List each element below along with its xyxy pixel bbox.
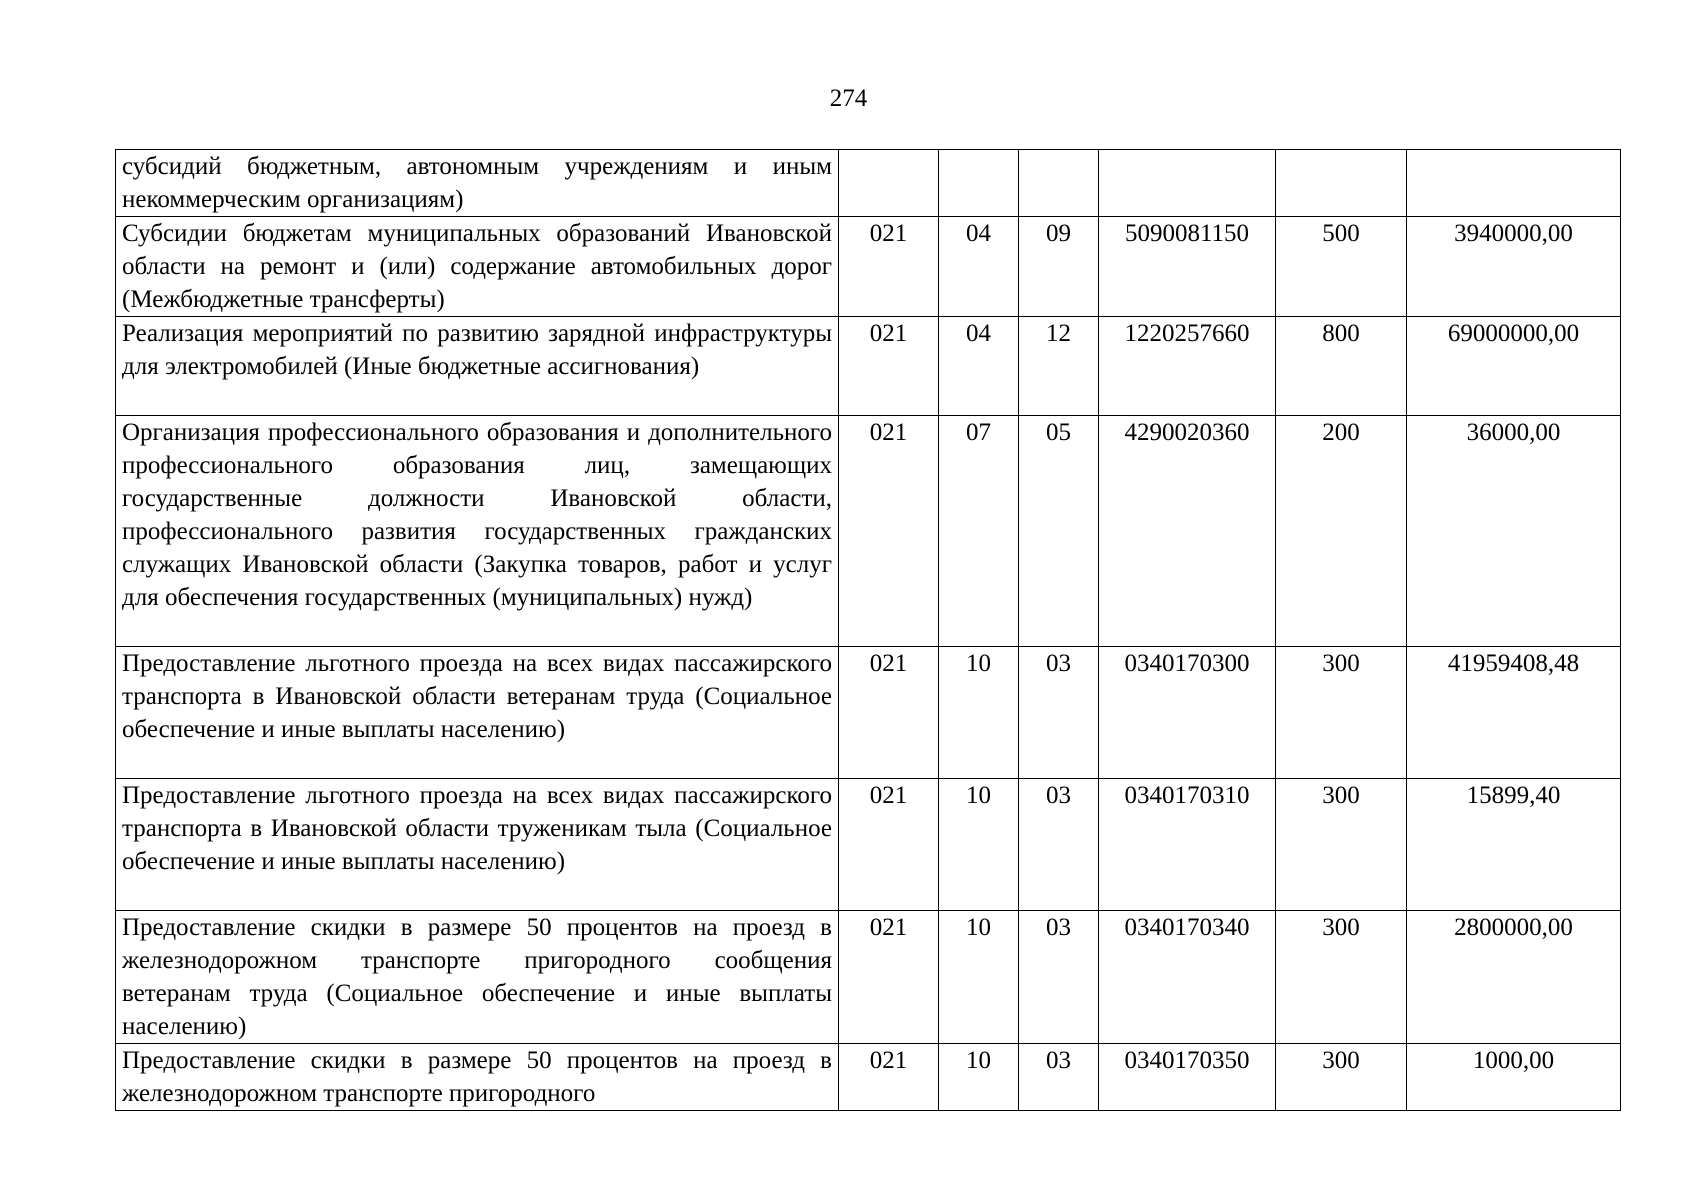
row-expense-type: 200 bbox=[1276, 416, 1407, 647]
row-section-code: 04 bbox=[939, 317, 1019, 416]
table-row bbox=[116, 317, 1621, 416]
row-expense-type: 500 bbox=[1276, 217, 1407, 317]
row-amount: 15899,40 bbox=[1407, 779, 1621, 911]
row-section-code: 10 bbox=[939, 911, 1019, 1044]
row-admin-code: 021 bbox=[839, 1044, 939, 1111]
row-target-code: 4290020360 bbox=[1099, 416, 1276, 647]
row-admin-code: 021 bbox=[839, 779, 939, 911]
row-admin-code: 021 bbox=[839, 647, 939, 779]
row-target-code: 0340170350 bbox=[1099, 1044, 1276, 1111]
row-expense-type: 300 bbox=[1276, 911, 1407, 1044]
row-amount bbox=[1407, 150, 1621, 217]
row-expense-type: 300 bbox=[1276, 1044, 1407, 1111]
row-subsection-code: 03 bbox=[1019, 647, 1099, 779]
row-section-code: 07 bbox=[939, 416, 1019, 647]
row-description: Организация профессионального образования и дополнительного профессионального образования лиц, замещающих государственные должности Ивановской области, профессионального развития государственных гражданских служащих Ивановской области (Закупка товаров, работ и услуг для обеспечения государственных (муниципальных) нужд) bbox=[116, 416, 839, 647]
row-amount: 69000000,00 bbox=[1407, 317, 1621, 416]
row-description: Реализация мероприятий по развитию зарядной инфраструктуры для электромобилей (Иные бюджетные ассигнования) bbox=[116, 317, 839, 416]
row-subsection-code: 09 bbox=[1019, 217, 1099, 317]
row-description: Субсидии бюджетам муниципальных образований Ивановской области на ремонт и (или) содержание автомобильных дорог (Межбюджетные трансферты) bbox=[116, 217, 839, 317]
table-row bbox=[116, 416, 1621, 647]
row-expense-type bbox=[1276, 150, 1407, 217]
row-description: Предоставление льготного проезда на всех видах пассажирского транспорта в Ивановской области труженикам тыла (Социальное обеспечение и иные выплаты населению) bbox=[116, 779, 839, 911]
row-subsection-code: 05 bbox=[1019, 416, 1099, 647]
row-target-code: 5090081150 bbox=[1099, 217, 1276, 317]
table-row bbox=[116, 217, 1621, 317]
row-amount: 36000,00 bbox=[1407, 416, 1621, 647]
row-subsection-code: 03 bbox=[1019, 1044, 1099, 1111]
budget-table bbox=[115, 149, 1621, 1111]
row-expense-type: 300 bbox=[1276, 779, 1407, 911]
row-section-code: 10 bbox=[939, 1044, 1019, 1111]
row-description: Предоставление скидки в размере 50 процентов на проезд в железнодорожном транспорте пригородного сообщения ветеранам труда (Социальное обеспечение и иные выплаты населению) bbox=[116, 911, 839, 1044]
row-subsection-code: 03 bbox=[1019, 779, 1099, 911]
table-row bbox=[116, 647, 1621, 779]
row-expense-type: 300 bbox=[1276, 647, 1407, 779]
row-admin-code: 021 bbox=[839, 416, 939, 647]
row-target-code: 0340170310 bbox=[1099, 779, 1276, 911]
row-section-code: 04 bbox=[939, 217, 1019, 317]
row-description: Предоставление льготного проезда на всех видах пассажирского транспорта в Ивановской области ветеранам труда (Социальное обеспечение и иные выплаты населению) bbox=[116, 647, 839, 779]
page-number: 274 bbox=[829, 85, 868, 112]
row-subsection-code bbox=[1019, 150, 1099, 217]
table-row bbox=[116, 150, 1621, 217]
row-description: Предоставление скидки в размере 50 процентов на проезд в железнодорожном транспорте пригородного bbox=[116, 1044, 839, 1111]
row-target-code: 0340170340 bbox=[1099, 911, 1276, 1044]
row-target-code bbox=[1099, 150, 1276, 217]
row-subsection-code: 12 bbox=[1019, 317, 1099, 416]
row-amount: 2800000,00 bbox=[1407, 911, 1621, 1044]
row-section-code bbox=[939, 150, 1019, 217]
table-body bbox=[116, 150, 1621, 1111]
row-target-code: 0340170300 bbox=[1099, 647, 1276, 779]
row-admin-code: 021 bbox=[839, 217, 939, 317]
row-subsection-code: 03 bbox=[1019, 911, 1099, 1044]
row-expense-type: 800 bbox=[1276, 317, 1407, 416]
table-row bbox=[116, 911, 1621, 1044]
row-amount: 1000,00 bbox=[1407, 1044, 1621, 1111]
row-admin-code: 021 bbox=[839, 317, 939, 416]
row-description: субсидий бюджетным, автономным учреждениям и иным некоммерческим организациям) bbox=[116, 150, 839, 217]
row-amount: 41959408,48 bbox=[1407, 647, 1621, 779]
row-amount: 3940000,00 bbox=[1407, 217, 1621, 317]
row-admin-code bbox=[839, 150, 939, 217]
table-row bbox=[116, 1044, 1621, 1111]
row-section-code: 10 bbox=[939, 779, 1019, 911]
row-target-code: 1220257660 bbox=[1099, 317, 1276, 416]
row-section-code: 10 bbox=[939, 647, 1019, 779]
row-admin-code: 021 bbox=[839, 911, 939, 1044]
table-row bbox=[116, 779, 1621, 911]
